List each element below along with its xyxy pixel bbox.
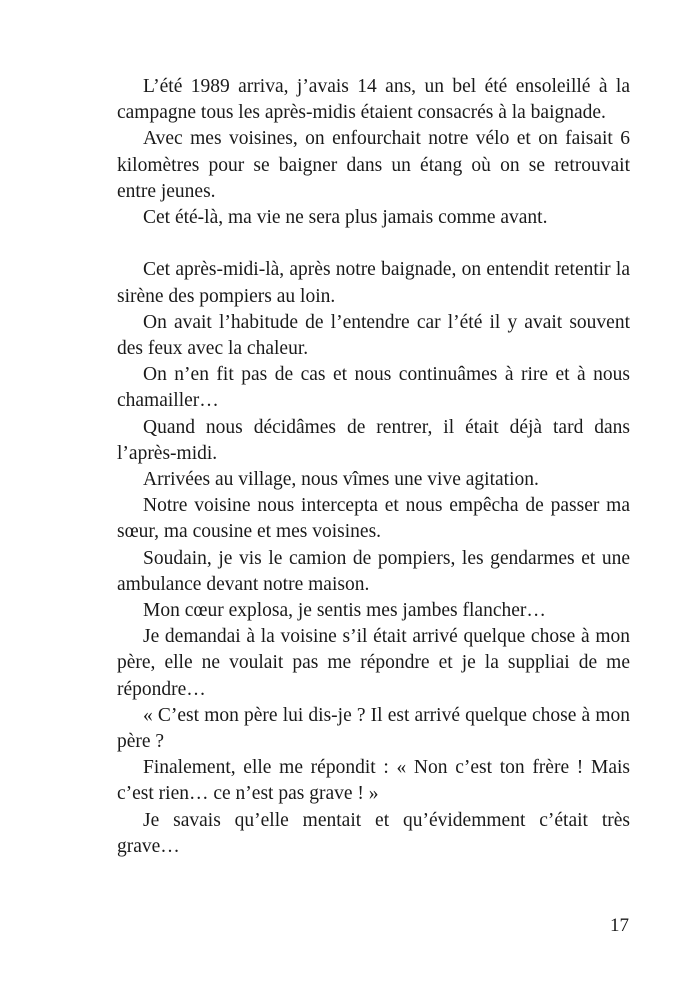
paragraph: Finalement, elle me répondit : « Non c’est ton frère ! Mais c’est rien… ce n’est pas grave ! » [117, 757, 630, 805]
paragraph: Je demandai à la voisine s’il était arrivé quelque chose à mon père, elle ne voulait pas me répondre et je la suppliai de me répondre… [117, 626, 630, 700]
paragraph: Je savais qu’elle mentait et qu’évidemment c’était très grave… [117, 809, 630, 857]
paragraph: Mon cœur explosa, je sentis mes jambes flancher… [143, 600, 546, 622]
section-break [117, 231, 630, 257]
paragraph: L’été 1989 arriva, j’avais 14 ans, un bel été ensoleillé à la campagne tous les après-midis étaient consacrés à la baignade. [117, 76, 630, 124]
paragraph: On avait l’habitude de l’entendre car l’été il y avait souvent des feux avec la chaleur. [117, 311, 630, 360]
paragraph: Cet été-là, ma vie ne sera plus jamais comme avant. [143, 207, 548, 229]
body-text [117, 74, 630, 860]
paragraph: On n’en fit pas de cas et nous continuâmes à rire et à nous chamailler… [117, 364, 630, 412]
paragraph: Avec mes voisines, on enfourchait notre vélo et on faisait 6 kilomètres pour se baigner dans un étang où on se retrouvait entre jeunes. [117, 128, 630, 202]
paragraph: Notre voisine nous intercepta et nous empêcha de passer ma sœur, ma cousine et mes voisines. [117, 495, 630, 543]
paragraph: Arrivées au village, nous vîmes une vive agitation. [143, 469, 539, 491]
paragraph: « C’est mon père lui dis-je ? Il est arrivé quelque chose à mon père ? [117, 704, 630, 753]
paragraph: Soudain, je vis le camion de pompiers, les gendarmes et une ambulance devant notre maison. [117, 547, 630, 595]
paragraph: Quand nous décidâmes de rentrer, il était déjà tard dans l’après-midi. [117, 416, 630, 464]
page-number: 17 [610, 915, 629, 936]
paragraph: Cet après-midi-là, après notre baignade, on entendit retentir la sirène des pompiers au loin. [117, 259, 630, 307]
